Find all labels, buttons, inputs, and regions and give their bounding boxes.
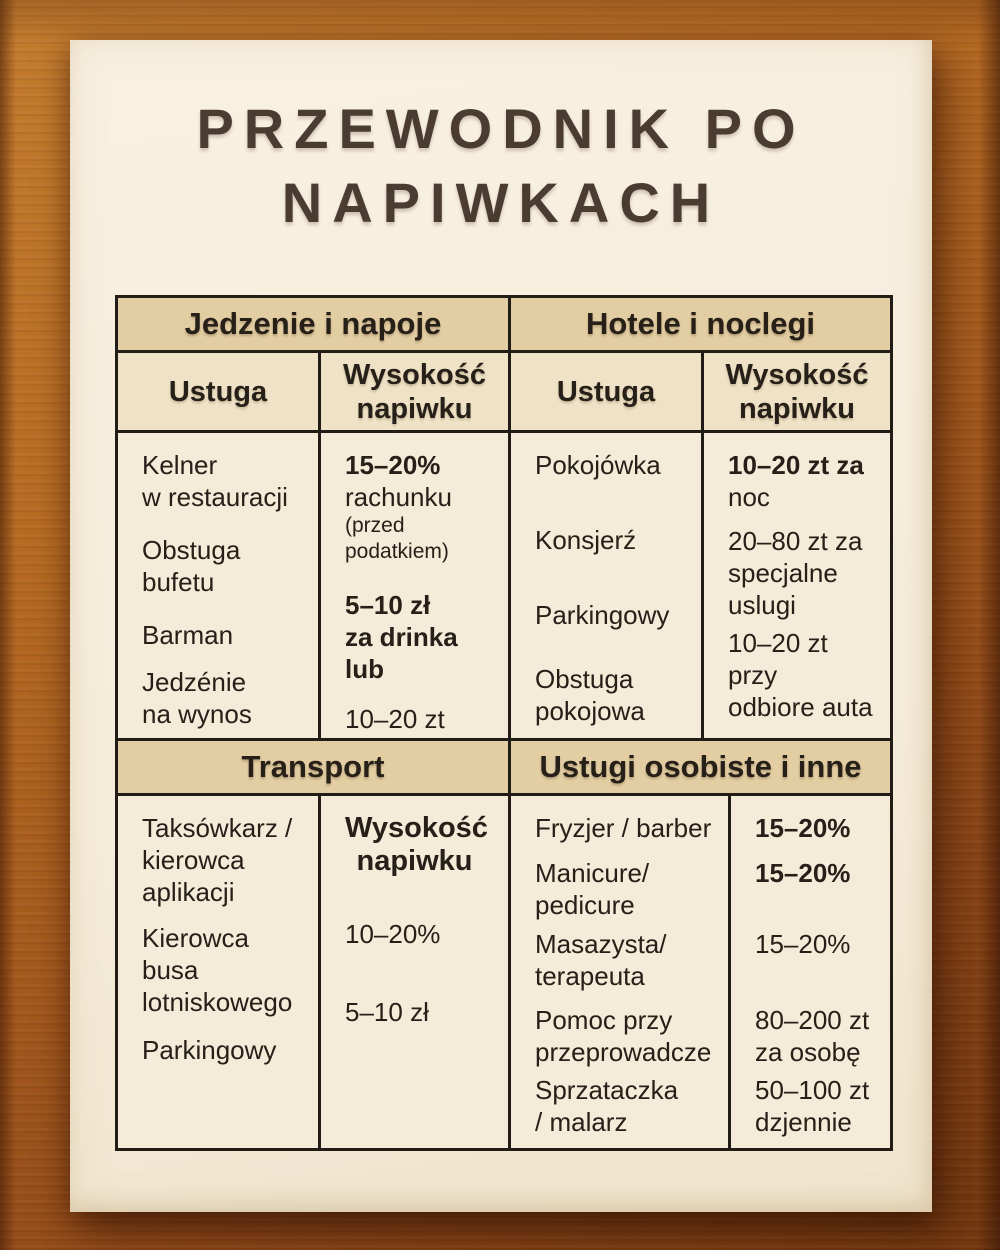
section-header-personal: Ustugi osobiste i inne bbox=[511, 741, 890, 793]
service-item: Parkingowy bbox=[142, 1035, 277, 1065]
amount-item: 10–20 zt za noc bbox=[728, 450, 864, 512]
transport-services-cell bbox=[118, 796, 318, 1148]
table-top-half bbox=[115, 295, 893, 738]
tipping-table bbox=[115, 295, 893, 1151]
service-item: Kierowca busa lotniskowego bbox=[142, 923, 293, 1017]
amount-item: 20–80 zt za specjalne uslugi bbox=[728, 526, 863, 620]
amount-item: 10–20 zt przy odbiore auta bbox=[728, 628, 873, 722]
amount-item: 15–20% rachunku (przed podatkiem) bbox=[345, 450, 452, 563]
hotel-amounts-cell bbox=[704, 433, 890, 738]
page-title-line2: NAPIWKACH bbox=[281, 171, 721, 234]
service-item: Parkingowy bbox=[535, 600, 670, 630]
amount-item: 10–20 zt bbox=[345, 704, 445, 734]
personal-amounts-cell bbox=[731, 796, 890, 1148]
amount-item: 5–10 zł bbox=[345, 997, 429, 1027]
service-item: Fryzjer / barber bbox=[535, 813, 712, 843]
service-item: Taksówkarz / kierowca aplikacji bbox=[142, 813, 293, 907]
amount-item: 15–20% bbox=[755, 813, 851, 843]
service-item: Pomoc przy przeprowadcze bbox=[535, 1005, 712, 1067]
service-item: Sprzataczka / malarz bbox=[535, 1075, 679, 1137]
amount-item: 5–10 zł za drinka lub bbox=[345, 590, 458, 684]
section-header-transport: Transport bbox=[118, 741, 508, 793]
paper-sheet bbox=[70, 40, 932, 1212]
service-item: Obstuga pokojowa bbox=[535, 664, 645, 726]
amount-item: 15–20% bbox=[755, 929, 851, 959]
food-amounts-cell bbox=[321, 433, 508, 738]
page-title-line1: PRZEWODNIK PO bbox=[196, 97, 806, 160]
column-header-amount-transport: Wysokość napiwku bbox=[345, 812, 488, 877]
section-header-food: Jedzenie i napoje bbox=[118, 298, 508, 350]
amount-item: 80–200 zt za osobę bbox=[755, 1005, 870, 1067]
hotel-services-cell bbox=[511, 433, 701, 738]
amount-item: 10–20% bbox=[345, 919, 441, 949]
service-item: Obstuga bufetu bbox=[142, 535, 241, 597]
transport-amounts-cell bbox=[321, 796, 508, 1148]
column-header-service-food: Ustuga bbox=[118, 353, 318, 430]
service-item: Manicure/ pedicure bbox=[535, 858, 650, 920]
amount-item: 50–100 zt dzjennie bbox=[755, 1075, 870, 1137]
column-header-amount-food: Wysokość napiwku bbox=[321, 353, 508, 430]
food-services-cell bbox=[118, 433, 318, 738]
service-item: Jedzénie na wynos bbox=[142, 667, 252, 729]
service-item: Barman bbox=[142, 620, 234, 650]
service-item: Masazysta/ terapeuta bbox=[535, 929, 667, 991]
table-bottom-half bbox=[115, 738, 893, 1151]
column-header-amount-hotels: Wysokość napiwku bbox=[704, 353, 890, 430]
personal-services-cell bbox=[511, 796, 728, 1148]
service-item: Pokojówka bbox=[535, 450, 661, 480]
section-header-hotels: Hotele i noclegi bbox=[511, 298, 890, 350]
page-title bbox=[70, 40, 932, 240]
service-item: Kelner w restauracji bbox=[142, 450, 288, 512]
amount-item: 15–20% bbox=[755, 858, 851, 888]
service-item: Konsjerź bbox=[535, 525, 637, 555]
column-header-service-hotels: Ustuga bbox=[511, 353, 701, 430]
